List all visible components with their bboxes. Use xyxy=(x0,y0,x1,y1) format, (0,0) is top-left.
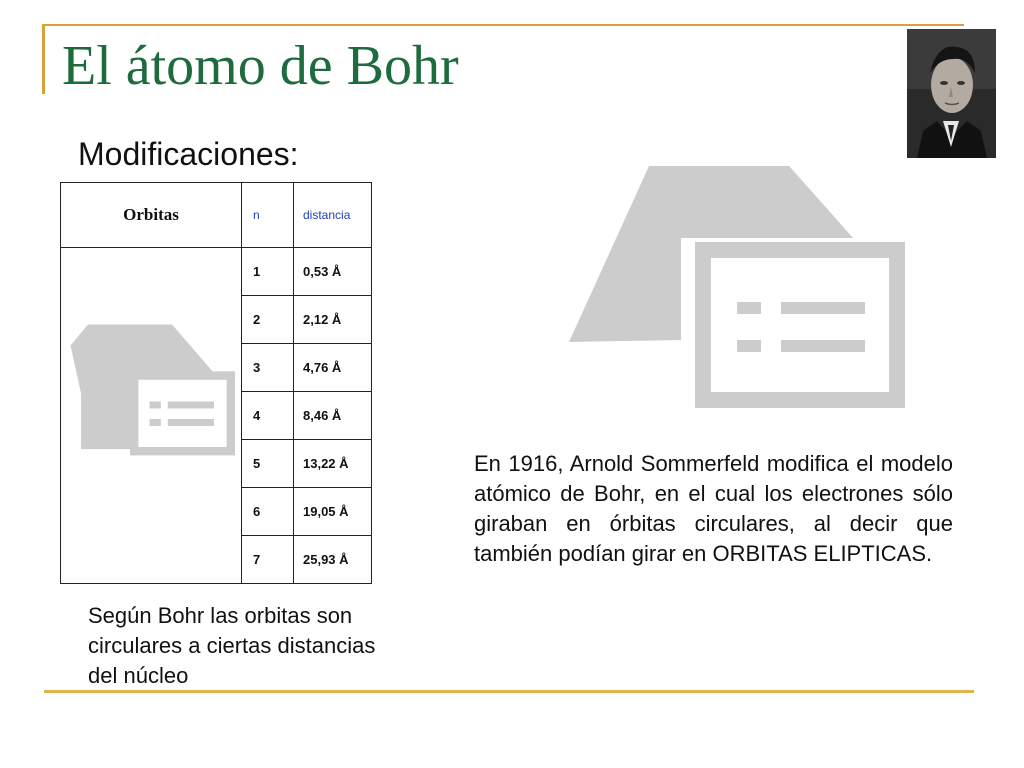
header-orbitas: Orbitas xyxy=(61,183,242,248)
row-n: 6 xyxy=(242,488,294,536)
row-distancia: 0,53 Å xyxy=(294,248,372,296)
picture-placeholder-icon xyxy=(567,164,909,412)
row-n: 2 xyxy=(242,296,294,344)
sommerfeld-paragraph: En 1916, Arnold Sommerfeld modifica el modelo atómico de Bohr, en el cual los electrones sólo giraban en órbitas circulares, al decir que también podían girar en ORBITAS ELIPTICAS. xyxy=(474,451,953,566)
row-distancia: 19,05 Å xyxy=(294,488,372,536)
caption-bohr: Según Bohr las orbitas son circulares a ciertas distancias del núcleo xyxy=(88,603,376,688)
row-n: 5 xyxy=(242,440,294,488)
row-n: 3 xyxy=(242,344,294,392)
row-distancia: 8,46 Å xyxy=(294,392,372,440)
frame-left-line xyxy=(42,24,45,94)
frame-top-line xyxy=(44,24,964,26)
orbits-table xyxy=(60,182,372,584)
slide-title: El átomo de Bohr xyxy=(62,35,459,97)
subtitle: Modificaciones: xyxy=(78,136,299,172)
orbitas-image-cell xyxy=(61,248,242,584)
picture-placeholder-icon xyxy=(67,324,235,500)
table-header-row xyxy=(61,183,372,248)
row-distancia: 13,22 Å xyxy=(294,440,372,488)
row-distancia: 2,12 Å xyxy=(294,296,372,344)
table-row xyxy=(61,248,372,296)
row-distancia: 25,93 Å xyxy=(294,536,372,584)
row-n: 4 xyxy=(242,392,294,440)
portrait-icon xyxy=(907,29,996,158)
row-n: 7 xyxy=(242,536,294,584)
row-distancia: 4,76 Å xyxy=(294,344,372,392)
row-n: 1 xyxy=(242,248,294,296)
header-distancia: distancia xyxy=(294,183,372,248)
header-n: n xyxy=(242,183,294,248)
portrait-photo xyxy=(907,29,996,158)
